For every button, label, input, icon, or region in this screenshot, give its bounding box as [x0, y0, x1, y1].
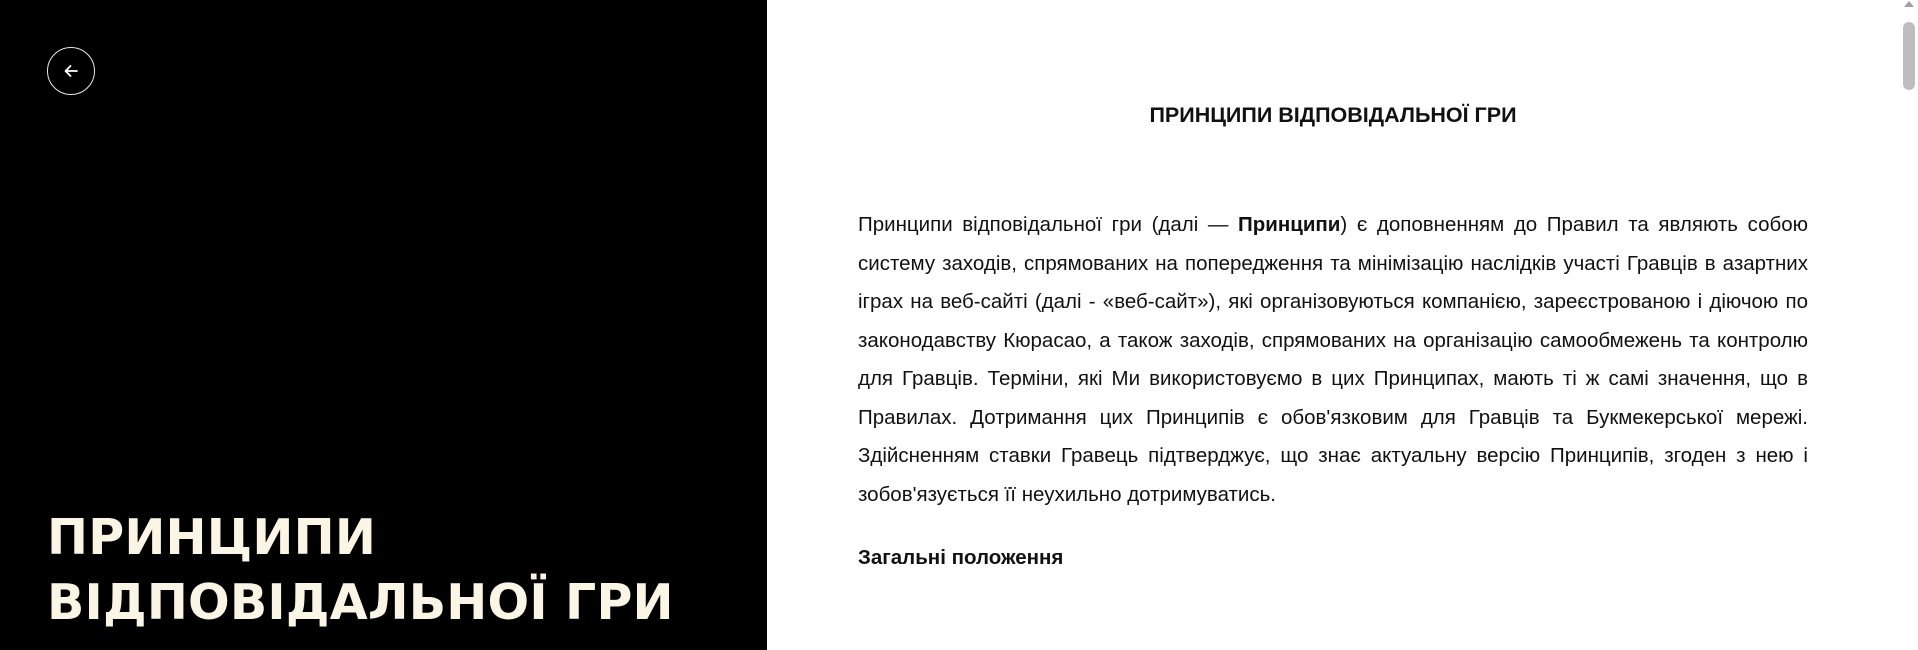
scroll-up-arrow-icon[interactable]: [1904, 1, 1914, 7]
document-panel[interactable]: [767, 0, 1918, 650]
intro-paragraph: [858, 206, 1808, 514]
scrollbar-thumb[interactable]: [1903, 22, 1915, 90]
document-content: [858, 0, 1808, 577]
arrow-left-icon: [62, 62, 80, 80]
hero-title-line2: ВІДПОВІДАЛЬНОЇ ГРИ: [47, 574, 674, 631]
intro-text-rest: ) є доповненням до Правил та являють собою систему заходів, спрямованих на попередження та мінімізацію наслідків участі Гравців в азартних іграх на веб-сайті (далі - «веб-сайт»), які організовуються компанією, зареєстрованою і діючою по законодавству Кюрасао, а також заходів, спрямованих на організацію самообмежень та контролю для Гравців. Терміни, які Ми використовуємо в цих Принципах, мають ті ж самі значення, що в Правилах. Дотримання цих Принципів є обов'язковим для Гравців та Букмекерської мережі. Здійсненням ставки Гравець підтверджує, що знає актуальну версію Принципів, згоден з нею і зобов'язується її неухильно дотримуватись.: [858, 213, 1808, 506]
hero-title: [47, 505, 747, 635]
hero-title-line1: ПРИНЦИПИ: [47, 509, 377, 566]
left-panel: [0, 0, 767, 650]
intro-text-start: Принципи відповідальної гри (далі —: [858, 213, 1238, 236]
section-heading-general: Загальні положення: [858, 546, 1064, 569]
scrollbar[interactable]: [1900, 0, 1918, 650]
back-button[interactable]: [47, 47, 95, 95]
intro-bold-term: Принципи: [1237, 213, 1341, 236]
document-title: ПРИНЦИПИ ВІДПОВІДАЛЬНОЇ ГРИ: [1149, 103, 1517, 127]
